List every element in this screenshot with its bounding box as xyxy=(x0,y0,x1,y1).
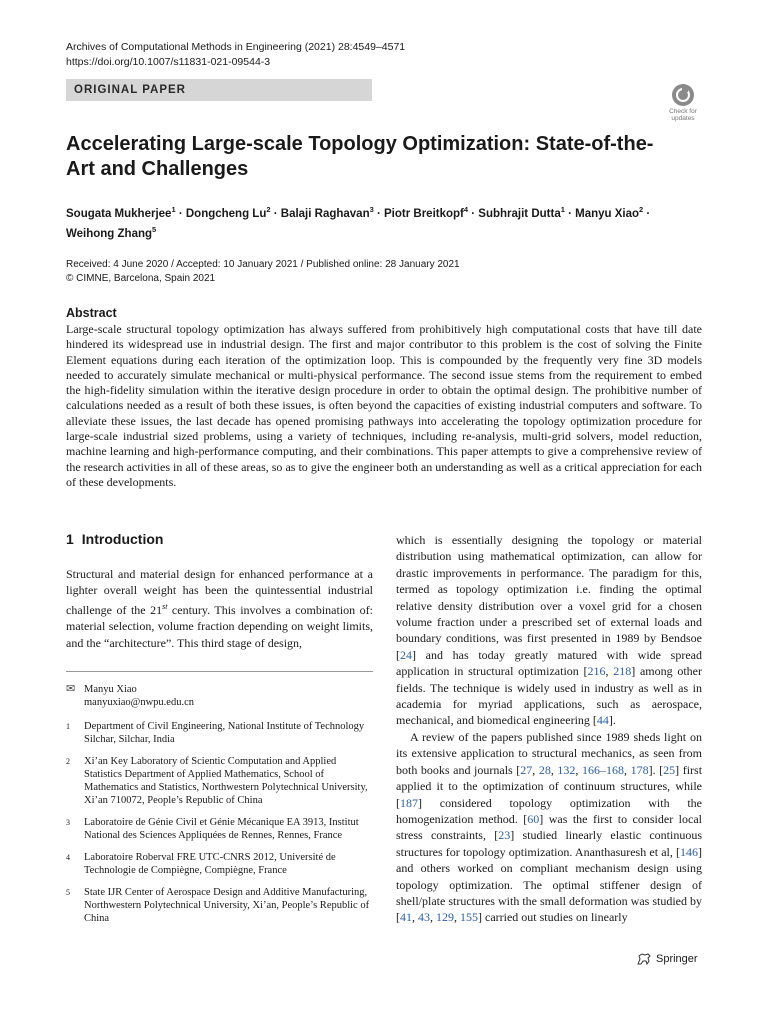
text-run: , xyxy=(550,762,558,777)
affiliation-item xyxy=(66,720,376,746)
springer-horse-icon xyxy=(636,953,652,965)
affil-marker: 2 xyxy=(266,205,271,214)
doi-link[interactable]: https://doi.org/10.1007/s11831-021-09544-3 xyxy=(66,56,271,68)
copyright-line: © CIMNE, Barcelona, Spain 2021 xyxy=(66,273,216,284)
text-run: ] and has today greatly matured with wide spread application in structural optimization [ xyxy=(396,647,702,679)
affil-number: 3 xyxy=(66,818,70,827)
corresponding-author: Manyu Xiao xyxy=(84,684,137,695)
left-column-text xyxy=(66,566,373,651)
affil-text: State IJR Center of Aerospace Design and Additive Manufacturing, Northwestern Polytechnical University, Xi’an, People’s Republic of China xyxy=(84,887,370,924)
citation-link[interactable]: 27 xyxy=(520,762,533,777)
correspondence xyxy=(66,683,194,709)
affil-marker: 2 xyxy=(639,205,644,214)
check-for-updates-badge[interactable] xyxy=(664,84,702,124)
citation-link[interactable]: 25 xyxy=(663,762,676,777)
publisher-name: Springer xyxy=(656,953,698,965)
citation-link[interactable]: 129 xyxy=(436,910,454,925)
article-type-banner: ORIGINAL PAPER xyxy=(66,79,372,101)
envelope-icon: ✉ xyxy=(66,683,76,695)
author-name[interactable]: Sougata Mukherjee xyxy=(66,207,172,220)
badge-line-1: Check for xyxy=(669,108,697,115)
citation-link[interactable]: 218 xyxy=(613,664,632,679)
text-run: ] carried out studies on linearly xyxy=(478,910,628,925)
journal-line: Archives of Computational Methods in Engineering (2021) 28:4549–4571 xyxy=(66,41,406,53)
text-run: ] first applied it to the optimization of continuum structures, while [ xyxy=(396,762,703,810)
affil-marker: 3 xyxy=(369,205,374,214)
history-line: Received: 4 June 2020 / Accepted: 10 January 2021 / Published online: 28 January 2021 xyxy=(66,259,460,270)
citation-link[interactable]: 44 xyxy=(596,713,609,728)
text-run: ] and others worked on compliant mechanism design using topology optimization. The optimal stiffener design of shell/plate structures with the small deformation was studied by [ xyxy=(396,844,702,925)
citation-link[interactable]: 41 xyxy=(400,910,412,925)
author-name[interactable]: Manyu Xiao xyxy=(575,207,640,220)
separator: · xyxy=(643,207,651,220)
affil-marker: 1 xyxy=(171,205,176,214)
citation-link[interactable]: 155 xyxy=(460,910,478,925)
affil-number: 5 xyxy=(66,888,70,897)
text-run: , xyxy=(624,762,631,777)
separator: · xyxy=(468,207,479,220)
author-name[interactable]: Piotr Breitkopf xyxy=(384,207,464,220)
text-run: , xyxy=(412,910,418,925)
text-run: , xyxy=(430,910,436,925)
citation-link[interactable]: 23 xyxy=(498,828,511,843)
affil-marker: 1 xyxy=(560,205,565,214)
text-run: , xyxy=(575,762,582,777)
text-run: , xyxy=(454,910,460,925)
citation-link[interactable]: 216 xyxy=(587,664,606,679)
publication-dates xyxy=(66,258,460,286)
separator: · xyxy=(564,207,576,220)
citation-link[interactable]: 43 xyxy=(418,910,430,925)
text-run: ] among other fields. The technique is widely used in industry as well as in academia for myriad applications, such as aerospace, mechanical, and biomedical engineering [ xyxy=(396,664,703,728)
affil-text: Department of Civil Engineering, National Institute of Technology Silchar, Silchar, India xyxy=(84,721,365,745)
citation-link[interactable]: 60 xyxy=(527,811,540,826)
author-name[interactable]: Subhrajit Dutta xyxy=(478,207,561,220)
paragraph xyxy=(396,729,702,926)
affiliation-item xyxy=(66,816,376,842)
affil-text: Xi’an Key Laboratory of Scientic Computation and Applied Statistics Department of Applied Mathematics, School of Mathematics and Statistics, Northwestern Polytechnical University, Xi’an 710072, People’s Republic of China xyxy=(84,756,368,806)
text-run: , xyxy=(532,762,539,777)
author-name[interactable]: Balaji Raghavan xyxy=(280,207,370,220)
affiliation-item xyxy=(66,851,376,877)
text-run: ] studied linearly elastic continuous structures for topology optimization. Ananthasuresh et al, [ xyxy=(396,828,703,859)
refresh-icon xyxy=(672,84,694,106)
separator: · xyxy=(270,207,281,220)
citation-link[interactable]: 187 xyxy=(400,795,418,810)
text-run: ] considered topology optimization with the homogenization method. [ xyxy=(396,795,702,826)
separator: · xyxy=(373,207,385,220)
author-name[interactable]: Dongcheng Lu xyxy=(185,207,267,220)
affil-number: 2 xyxy=(66,757,70,766)
affil-marker: 5 xyxy=(152,224,157,234)
citation-link[interactable]: 132 xyxy=(557,762,576,777)
abstract-heading: Abstract xyxy=(66,306,117,320)
corresponding-email[interactable]: manyuxiao@nwpu.edu.cn xyxy=(84,697,194,708)
author-name[interactable]: Weihong Zhang xyxy=(66,227,153,240)
paper-title: Accelerating Large-scale Topology Optimization: State-of-the-Art and Challenges xyxy=(66,133,654,180)
text-run: which is essentially designing the topology or material distribution using mathematical optimization, can allow for drastic improvements in performance. The paradigm for this, termed as topology optimization i.e. finding the optimal relative density distribution over a voxel grid for a chosen volume fraction under a prescribed set of external loads and boundary conditions, was first presented in 1989 by Bendsoe [ xyxy=(396,533,702,662)
affil-marker: 4 xyxy=(463,205,469,214)
affiliation-item xyxy=(66,755,376,807)
text-run: , xyxy=(605,664,614,679)
footnote-divider xyxy=(66,671,373,672)
right-column-text xyxy=(396,532,702,926)
affil-text: Laboratoire Roberval FRE UTC-CNRS 2012, Université de Technologie de Compiègne, Compiègne, France xyxy=(84,852,336,876)
section-number: 1 xyxy=(66,531,74,547)
separator: · xyxy=(175,207,186,220)
citation-link[interactable]: 178 xyxy=(630,762,649,777)
text-run: A review of the papers published since 1989 sheds light on its extensive application to structural mechanics, as seen from both books and journals [ xyxy=(396,729,702,777)
paragraph xyxy=(396,532,702,729)
text-run: century. This involves a combination of: material selection, volume fraction depending on weight limits, and the “architecture”. This third stage of design, xyxy=(66,602,373,650)
abstract-body: Large-scale structural topology optimization has always suffered from prohibitively high computational costs that have till date hindered its widespread use in industrial design. The first and major contributor to this problem is the cost of solving the Finite Element equations during each iteration of the optimization loop. This is compounded by the frequently very fine 3D models needed to accurately simulate mechanical or multi-physical performance. The second issue stems from the requirement to embed the high-fidelity simulation within the iterative design procedure in order to obtain the optimal design. The prohibitive number of calculations needed as a result of both these issues, is often beyond the capacities of existing industrial computers and software. To alleviate these issues, the last decade has opened promising pathways into accelerating the topology optimization procedure for large-scale industrial sized problems, using a variety of techniques, including re-analysis, multi-grid solvers, model reduction, machine learning and high-performance computing, and their combinations. This paper attempts to give a comprehensive review of the research activities in all of these areas, so as to give the engineer both an understanding as well as a critical appreciation for each of these developments. xyxy=(66,322,702,489)
affiliation-item xyxy=(66,886,376,925)
text-run: ]. [ xyxy=(648,762,664,777)
author-list xyxy=(66,202,686,242)
citation-link[interactable]: 146 xyxy=(680,844,698,859)
citation-link[interactable]: 28 xyxy=(538,762,551,777)
citation-link[interactable]: 166–168 xyxy=(582,762,624,777)
affil-number: 4 xyxy=(66,853,70,862)
text-run: ]. xyxy=(608,713,616,728)
affil-text: Laboratoire de Génie Civil et Génie Mécanique EA 3913, Institut National des Sciences Appliquées de Rennes, Rennes, France xyxy=(84,817,359,841)
publisher-logo xyxy=(636,953,698,965)
section-heading xyxy=(66,531,171,547)
superscript: st xyxy=(162,601,168,611)
citation-link[interactable]: 24 xyxy=(400,647,412,662)
section-title: Introduction xyxy=(81,531,164,547)
journal-citation xyxy=(66,40,405,70)
text-run: ] was the first to consider local stress constraints, [ xyxy=(396,811,702,843)
affiliations xyxy=(66,720,376,934)
text-run: Structural and material design for enhanced performance at a lighter overall weight has been the quintessential industrial challenge of the 21 xyxy=(66,567,373,617)
affil-number: 1 xyxy=(66,722,70,731)
badge-line-2: updates xyxy=(671,115,695,122)
